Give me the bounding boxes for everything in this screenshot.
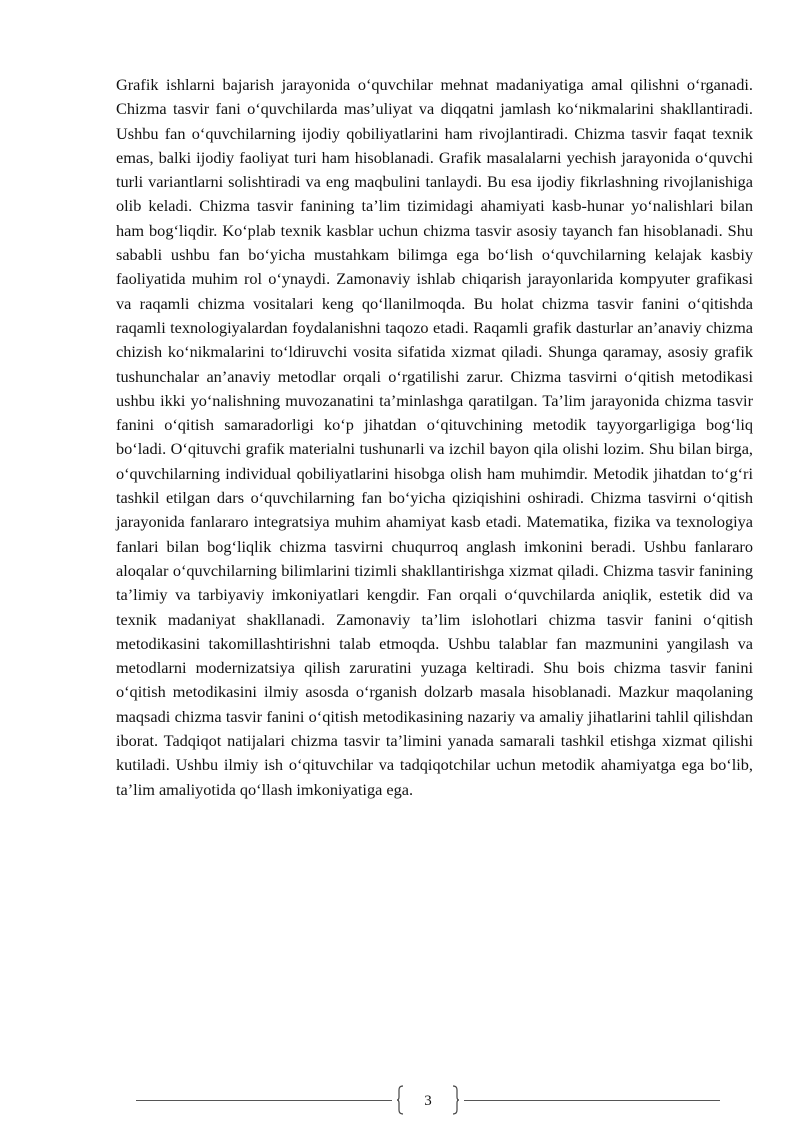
right-bracket-icon <box>452 1085 460 1115</box>
body-paragraph: Grafik ishlarni bajarish jarayonida o‘quvchilar mehnat madaniyatiga amal qilishni o‘rganadi. Chizma tasvir fani o‘quvchilarda mas’uliyat va diqqatni jamlash ko‘nikmalarini shakllantiradi. Ushbu fan o‘quvchilarning ijodiy qobiliyatlarini ham rivojlantiradi. Chizma tasvir faqat texnik emas, balki ijodiy faoliyat turi ham hisoblanadi. Grafik masalalarni yechish jarayonida o‘quvchi turli variantlarni solishtiradi va eng maqbulini tanlaydi. Bu esa ijodiy fikrlashning rivojlanishiga olib keladi. Chizma tasvir fanining ta’lim tizimidagi ahamiyati kasb-hunar yo‘nalishlari bilan ham bog‘liqdir. Ko‘plab texnik kasblar uchun chizma tasvir asosiy tayanch fan hisoblanadi. Shu sababli ushbu fan bo‘yicha mustahkam bilimga ega bo‘lish o‘quvchilarning kelajak kasbiy faoliyatida muhim rol o‘ynaydi. Zamonaviy ishlab chiqarish jarayonlarida kompyuter grafikasi va raqamli chizma vositalari keng qo‘llanilmoqda. Bu holat chizma tasvir fanini o‘qitishda raqamli texnologiyalardan foydalanishni taqozo etadi. Raqamli grafik dasturlar an’anaviy chizma chizish ko‘nikmalarini to‘ldiruvchi vosita sifatida xizmat qiladi. Shunga qaramay, asosiy grafik tushunchalar an’anaviy metodlar orqali o‘rgatilishi zarur. Chizma tasvirni o‘qitish metodikasi ushbu ikki yo‘nalishning muvozanatini ta’minlashga qaratilgan. Ta’lim jarayonida chizma tasvir fanini o‘qitish samaradorligi ko‘p jihatdan o‘qituvchining metodik tayyorgarligiga bog‘liq bo‘ladi. O‘qituvchi grafik materialni tushunarli va izchil bayon qila olishi lozim. Shu bilan birga, o‘quvchilarning individual qobiliyatlarini hisobga olish ham muhimdir. Metodik jihatdan to‘g‘ri tashkil etilgan dars o‘quvchilarning fan bo‘yicha qiziqishini oshiradi. Chizma tasvirni o‘qitish jarayonida fanlararo integratsiya muhim ahamiyat kasb etadi. Matematika, fizika va texnologiya fanlari bilan bog‘liqlik chizma tasvirni chuqurroq anglash imkonini beradi. Ushbu fanlararo aloqalar o‘quvchilarning bilimlarini tizimli shakllantirishga xizmat qiladi. Chizma tasvir fanining ta’limiy va tarbiyaviy imkoniyatlari kengdir. Fan orqali o‘quvchilarda aniqlik, estetik did va texnik madaniyat shakllanadi. Zamonaviy ta’lim islohotlari chizma tasvir fanini o‘qitish metodikasini takomillashtirishni talab etmoqda. Ushbu talablar fan mazmunini yangilash va metodlarni modernizatsiya qilish zaruratini yuzaga keltiradi. Shu bois chizma tasvir fanini o‘qitish metodikasini ilmiy asosda o‘rganish dolzarb masala hisoblanadi. Mazkur maqolaning maqsadi chizma tasvir fanini o‘qitish metodikasining nazariy va amaliy jihatlarini tahlil qilishdan iborat. Tadqiqot natijalari chizma tasvir ta’limini yanada samarali tashkil etishga xizmat qilishi kutiladi. Ushbu ilmiy ish o‘qituvchilar va tadqiqotchilar uchun metodik ahamiyatga ega bo‘lib, ta’lim amaliyotida qo‘llash imkoniyatiga ega. <box>116 75 753 799</box>
page-number: 3 <box>424 1093 432 1109</box>
footer-rule-right <box>464 1100 720 1101</box>
footer-rule-left <box>136 1100 392 1101</box>
document-body <box>116 73 753 802</box>
page-footer <box>0 1085 800 1125</box>
